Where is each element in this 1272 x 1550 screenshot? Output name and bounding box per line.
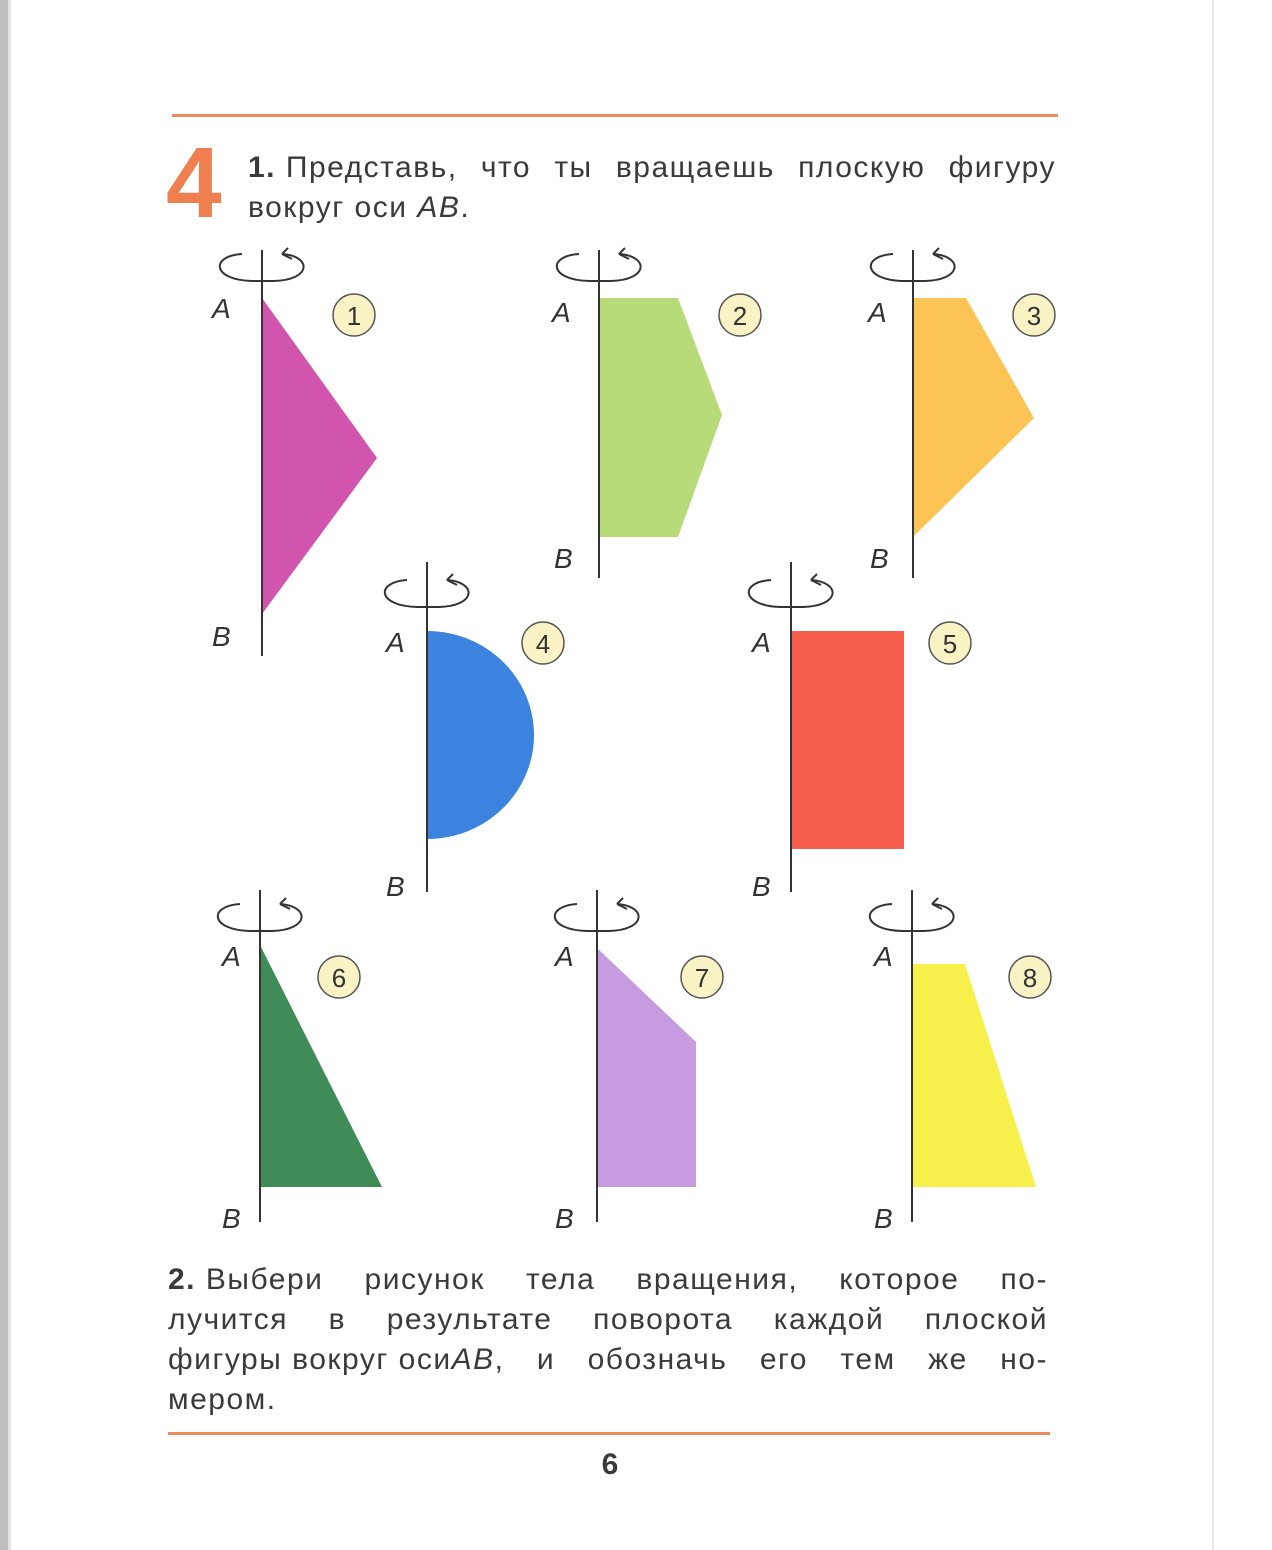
figure-8: [870, 890, 1051, 1234]
figure-7-label-b: B: [555, 1203, 574, 1234]
task-2-number: 2.: [168, 1263, 197, 1296]
bottom-rule: [168, 1432, 1050, 1435]
figure-8-label-a: A: [874, 941, 893, 972]
figure-5-number: 5: [942, 629, 958, 659]
figure-2-label-a: A: [552, 297, 571, 328]
figure-7-shape: [597, 948, 696, 1187]
task-2-line-3: фигуры вокруг осиAB, и обозначь его тем же но-: [168, 1343, 1048, 1376]
page-number: 6: [601, 1448, 619, 1481]
exercise-number: 4: [166, 127, 222, 239]
figure-6-label-b: B: [222, 1203, 241, 1234]
figure-2-shape: [599, 298, 722, 537]
figure-8-label-b: B: [874, 1203, 893, 1234]
figure-6-label-a: A: [222, 941, 241, 972]
task-2-text: [168, 1260, 1048, 1420]
figure-4-shape: [427, 631, 534, 839]
task-2-line-2: лучится в результате поворота каждой плоской: [168, 1303, 1048, 1336]
task-1-line-1: 1. Представь, что ты вращаешь плоскую фигуру: [248, 151, 1056, 184]
figure-5-shape: [791, 631, 904, 849]
figure-3-shape: [913, 298, 1034, 537]
figure-3-label-b: B: [870, 543, 889, 574]
task-2-line-4: мером.: [168, 1383, 277, 1416]
figure-5-label-a: A: [752, 627, 771, 658]
figure-5-label-b: B: [752, 871, 771, 902]
figure-8-number: 8: [1022, 963, 1038, 993]
figure-4-label-a: A: [386, 627, 405, 658]
figure-7-number: 7: [694, 963, 710, 993]
figure-3: [866, 248, 1055, 578]
figure-1-label-b: B: [212, 621, 231, 652]
task-1-number: 1.: [248, 151, 277, 184]
figure-8-shape: [912, 964, 1036, 1187]
figure-4: [384, 562, 564, 902]
figure-1-shape: [262, 298, 377, 614]
figure-1: [210, 248, 377, 656]
task-1-line-2: вокруг оси AB.: [248, 191, 471, 224]
figure-2-label-b: B: [554, 543, 573, 574]
figure-7-label-a: A: [555, 941, 574, 972]
axis-name: AB: [417, 191, 461, 224]
figure-2: [550, 248, 761, 578]
figure-4-label-b: B: [386, 871, 405, 902]
figure-3-number: 3: [1026, 301, 1042, 331]
figure-3-label-a: A: [868, 297, 887, 328]
figure-6-number: 6: [331, 963, 347, 993]
figure-5: [749, 562, 971, 902]
figure-1-label-a: A: [212, 293, 231, 324]
figure-4-number: 4: [535, 629, 551, 659]
figure-2-number: 2: [732, 301, 748, 331]
task-2-line-1: 2. Выбери рисунок тела вращения, которое по-: [168, 1263, 1048, 1296]
figure-1-number: 1: [346, 301, 362, 331]
figure-7: [553, 890, 723, 1234]
figure-6: [218, 890, 382, 1234]
